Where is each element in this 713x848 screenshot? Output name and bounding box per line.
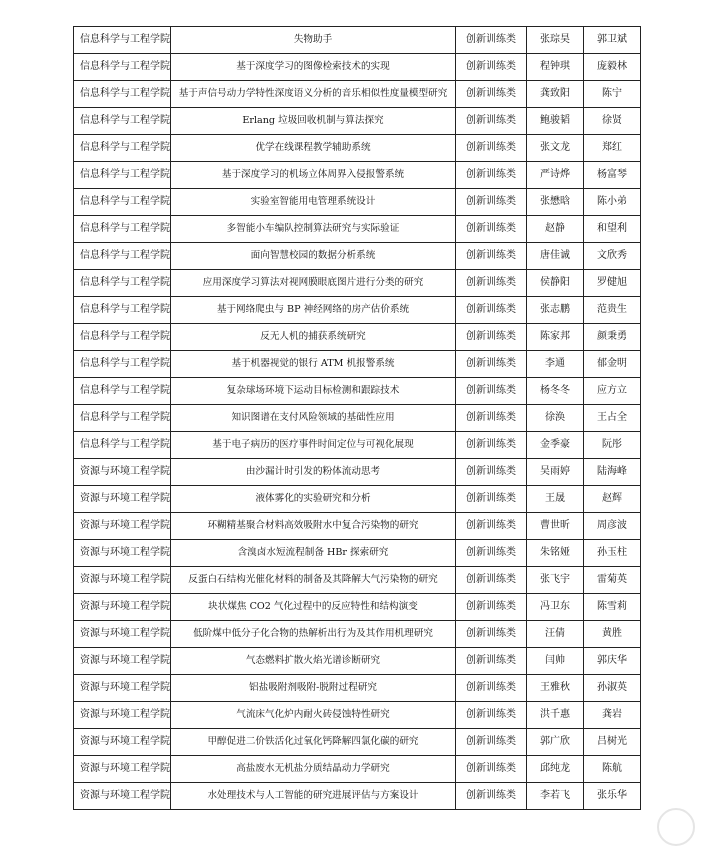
advisor-cell: 颜秉勇 (584, 324, 641, 351)
table-row (74, 756, 641, 783)
project-title-cell: 环糊精基聚合材料高效吸附水中复合污染物的研究 (171, 513, 456, 540)
category-cell: 创新训练类 (456, 459, 527, 486)
advisor-cell: 陈航 (584, 756, 641, 783)
table-row (74, 243, 641, 270)
project-title-cell: Erlang 垃圾回收机制与算法探究 (171, 108, 456, 135)
college-cell: 资源与环境工程学院 (74, 486, 171, 513)
advisor-cell: 陈宁 (584, 81, 641, 108)
category-cell: 创新训练类 (456, 189, 527, 216)
table-row (74, 594, 641, 621)
table-row (74, 405, 641, 432)
category-cell: 创新训练类 (456, 162, 527, 189)
college-cell: 资源与环境工程学院 (74, 783, 171, 810)
advisor-cell: 陈雪莉 (584, 594, 641, 621)
advisor-cell: 应方立 (584, 378, 641, 405)
advisor-cell: 吕树光 (584, 729, 641, 756)
table-row (74, 729, 641, 756)
student-cell: 龚致阳 (527, 81, 584, 108)
table-row (74, 189, 641, 216)
project-title-cell: 实验室智能用电管理系统设计 (171, 189, 456, 216)
college-cell: 信息科学与工程学院 (74, 189, 171, 216)
advisor-cell: 陆海峰 (584, 459, 641, 486)
student-cell: 张琮昊 (527, 27, 584, 54)
category-cell: 创新训练类 (456, 108, 527, 135)
student-cell: 徐涣 (527, 405, 584, 432)
project-title-cell: 高盐废水无机盐分质结晶动力学研究 (171, 756, 456, 783)
college-cell: 信息科学与工程学院 (74, 270, 171, 297)
category-cell: 创新训练类 (456, 432, 527, 459)
category-cell: 创新训练类 (456, 135, 527, 162)
college-cell: 资源与环境工程学院 (74, 702, 171, 729)
college-cell: 信息科学与工程学院 (74, 216, 171, 243)
student-cell: 鲍骏韬 (527, 108, 584, 135)
advisor-cell: 雷菊英 (584, 567, 641, 594)
category-cell: 创新训练类 (456, 540, 527, 567)
category-cell: 创新训练类 (456, 486, 527, 513)
project-title-cell: 铝盐吸附剂吸附-脱附过程研究 (171, 675, 456, 702)
college-cell: 资源与环境工程学院 (74, 648, 171, 675)
student-cell: 侯静阳 (527, 270, 584, 297)
student-cell: 王晟 (527, 486, 584, 513)
project-title-cell: 应用深度学习算法对视网膜眼底图片进行分类的研究 (171, 270, 456, 297)
advisor-cell: 龚岩 (584, 702, 641, 729)
college-cell: 资源与环境工程学院 (74, 567, 171, 594)
project-title-cell: 块状煤焦 CO2 气化过程中的反应特性和结构演变 (171, 594, 456, 621)
category-cell: 创新训练类 (456, 27, 527, 54)
table-row (74, 135, 641, 162)
project-title-cell: 气态燃料扩散火焰光谱诊断研究 (171, 648, 456, 675)
college-cell: 资源与环境工程学院 (74, 675, 171, 702)
category-cell: 创新训练类 (456, 405, 527, 432)
advisor-cell: 庞毅林 (584, 54, 641, 81)
project-title-cell: 多智能小车编队控制算法研究与实际验证 (171, 216, 456, 243)
advisor-cell: 张乐华 (584, 783, 641, 810)
project-title-cell: 气流床气化炉内耐火砖侵蚀特性研究 (171, 702, 456, 729)
category-cell: 创新训练类 (456, 378, 527, 405)
advisor-cell: 黄胜 (584, 621, 641, 648)
project-title-cell: 优学在线课程教学辅助系统 (171, 135, 456, 162)
college-cell: 资源与环境工程学院 (74, 540, 171, 567)
student-cell: 朱铭娅 (527, 540, 584, 567)
advisor-cell: 郭卫斌 (584, 27, 641, 54)
advisor-cell: 和望利 (584, 216, 641, 243)
project-title-cell: 由沙漏计时引发的粉体流动思考 (171, 459, 456, 486)
college-cell: 信息科学与工程学院 (74, 243, 171, 270)
college-cell: 信息科学与工程学院 (74, 351, 171, 378)
category-cell: 创新训练类 (456, 270, 527, 297)
advisor-cell: 郁金明 (584, 351, 641, 378)
college-cell: 信息科学与工程学院 (74, 108, 171, 135)
student-cell: 金季豪 (527, 432, 584, 459)
advisor-cell: 徐贤 (584, 108, 641, 135)
student-cell: 陈家邦 (527, 324, 584, 351)
student-cell: 张志鹏 (527, 297, 584, 324)
student-cell: 吴雨婷 (527, 459, 584, 486)
college-cell: 信息科学与工程学院 (74, 162, 171, 189)
advisor-cell: 罗健旭 (584, 270, 641, 297)
advisor-cell: 赵辉 (584, 486, 641, 513)
table-row (74, 378, 641, 405)
advisor-cell: 孙玉柱 (584, 540, 641, 567)
table-row (74, 216, 641, 243)
category-cell: 创新训练类 (456, 594, 527, 621)
category-cell: 创新训练类 (456, 675, 527, 702)
category-cell: 创新训练类 (456, 81, 527, 108)
student-cell: 唐佳诚 (527, 243, 584, 270)
project-title-cell: 液体雾化的实验研究和分析 (171, 486, 456, 513)
student-cell: 王雅秋 (527, 675, 584, 702)
project-title-cell: 基于机器视觉的银行 ATM 机报警系统 (171, 351, 456, 378)
project-table-body (74, 27, 641, 810)
category-cell: 创新训练类 (456, 756, 527, 783)
category-cell: 创新训练类 (456, 54, 527, 81)
student-cell: 洪千惠 (527, 702, 584, 729)
college-cell: 信息科学与工程学院 (74, 378, 171, 405)
college-cell: 信息科学与工程学院 (74, 27, 171, 54)
college-cell: 信息科学与工程学院 (74, 324, 171, 351)
student-cell: 张文龙 (527, 135, 584, 162)
student-cell: 闫帅 (527, 648, 584, 675)
college-cell: 资源与环境工程学院 (74, 729, 171, 756)
advisor-cell: 阮彤 (584, 432, 641, 459)
table-row (74, 108, 641, 135)
college-cell: 资源与环境工程学院 (74, 459, 171, 486)
advisor-cell: 孙淑英 (584, 675, 641, 702)
advisor-cell: 杨富琴 (584, 162, 641, 189)
table-row (74, 459, 641, 486)
advisor-cell: 文欣秀 (584, 243, 641, 270)
table-row (74, 567, 641, 594)
student-cell: 邱纯龙 (527, 756, 584, 783)
table-row (74, 324, 641, 351)
project-title-cell: 反无人机的捕获系统研究 (171, 324, 456, 351)
table-row (74, 621, 641, 648)
college-cell: 信息科学与工程学院 (74, 432, 171, 459)
table-row (74, 270, 641, 297)
table-row (74, 27, 641, 54)
college-cell: 信息科学与工程学院 (74, 405, 171, 432)
student-cell: 郭广欣 (527, 729, 584, 756)
category-cell: 创新训练类 (456, 567, 527, 594)
college-cell: 信息科学与工程学院 (74, 297, 171, 324)
table-row (74, 648, 641, 675)
table-row (74, 351, 641, 378)
college-cell: 信息科学与工程学院 (74, 54, 171, 81)
student-cell: 杨冬冬 (527, 378, 584, 405)
student-cell: 曹世昕 (527, 513, 584, 540)
college-cell: 信息科学与工程学院 (74, 135, 171, 162)
advisor-cell: 周彦波 (584, 513, 641, 540)
student-cell: 赵静 (527, 216, 584, 243)
student-cell: 程钟琪 (527, 54, 584, 81)
college-cell: 资源与环境工程学院 (74, 756, 171, 783)
table-row (74, 297, 641, 324)
student-cell: 李通 (527, 351, 584, 378)
category-cell: 创新训练类 (456, 702, 527, 729)
college-cell: 信息科学与工程学院 (74, 81, 171, 108)
table-row (74, 432, 641, 459)
student-cell: 张飞宇 (527, 567, 584, 594)
student-cell: 张懋晗 (527, 189, 584, 216)
table-row (74, 540, 641, 567)
student-cell: 严诗烨 (527, 162, 584, 189)
project-title-cell: 反蛋白石结构光催化材料的制备及其降解大气污染物的研究 (171, 567, 456, 594)
category-cell: 创新训练类 (456, 648, 527, 675)
project-title-cell: 基于网络爬虫与 BP 神经网络的房产估价系统 (171, 297, 456, 324)
project-title-cell: 基于深度学习的图像检索技术的实现 (171, 54, 456, 81)
table-row (74, 162, 641, 189)
student-cell: 冯卫东 (527, 594, 584, 621)
project-title-cell: 水处理技术与人工智能的研究进展评估与方案设计 (171, 783, 456, 810)
student-cell: 李若飞 (527, 783, 584, 810)
advisor-cell: 郭庆华 (584, 648, 641, 675)
college-cell: 资源与环境工程学院 (74, 621, 171, 648)
category-cell: 创新训练类 (456, 621, 527, 648)
table-row (74, 81, 641, 108)
project-title-cell: 复杂球场环境下运动目标检测和跟踪技术 (171, 378, 456, 405)
college-cell: 资源与环境工程学院 (74, 594, 171, 621)
project-title-cell: 基于电子病历的医疗事件时间定位与可视化展现 (171, 432, 456, 459)
project-title-cell: 面向智慧校园的数据分析系统 (171, 243, 456, 270)
project-title-cell: 基于深度学习的机场立体周界入侵报警系统 (171, 162, 456, 189)
project-title-cell: 知识图谱在支付风险领域的基础性应用 (171, 405, 456, 432)
advisor-cell: 陈小弟 (584, 189, 641, 216)
category-cell: 创新训练类 (456, 243, 527, 270)
category-cell: 创新训练类 (456, 729, 527, 756)
project-title-cell: 低阶煤中低分子化合物的热解析出行为及其作用机理研究 (171, 621, 456, 648)
project-title-cell: 含溴卤水短流程制备 HBr 探索研究 (171, 540, 456, 567)
table-row (74, 54, 641, 81)
table-row (74, 702, 641, 729)
category-cell: 创新训练类 (456, 324, 527, 351)
project-title-cell: 甲醇促进二价铁活化过氧化钙降解四氯化碳的研究 (171, 729, 456, 756)
advisor-cell: 王占全 (584, 405, 641, 432)
advisor-cell: 范贵生 (584, 297, 641, 324)
project-table (73, 26, 641, 810)
college-cell: 资源与环境工程学院 (74, 513, 171, 540)
project-title-cell: 基于声信号动力学特性深度语义分析的音乐相似性度量模型研究 (171, 81, 456, 108)
table-row (74, 783, 641, 810)
table-row (74, 513, 641, 540)
watermark-stamp (657, 808, 695, 846)
advisor-cell: 郑红 (584, 135, 641, 162)
category-cell: 创新训练类 (456, 513, 527, 540)
category-cell: 创新训练类 (456, 297, 527, 324)
category-cell: 创新训练类 (456, 351, 527, 378)
project-title-cell: 失物助手 (171, 27, 456, 54)
student-cell: 汪倩 (527, 621, 584, 648)
category-cell: 创新训练类 (456, 783, 527, 810)
table-row (74, 675, 641, 702)
category-cell: 创新训练类 (456, 216, 527, 243)
table-row (74, 486, 641, 513)
